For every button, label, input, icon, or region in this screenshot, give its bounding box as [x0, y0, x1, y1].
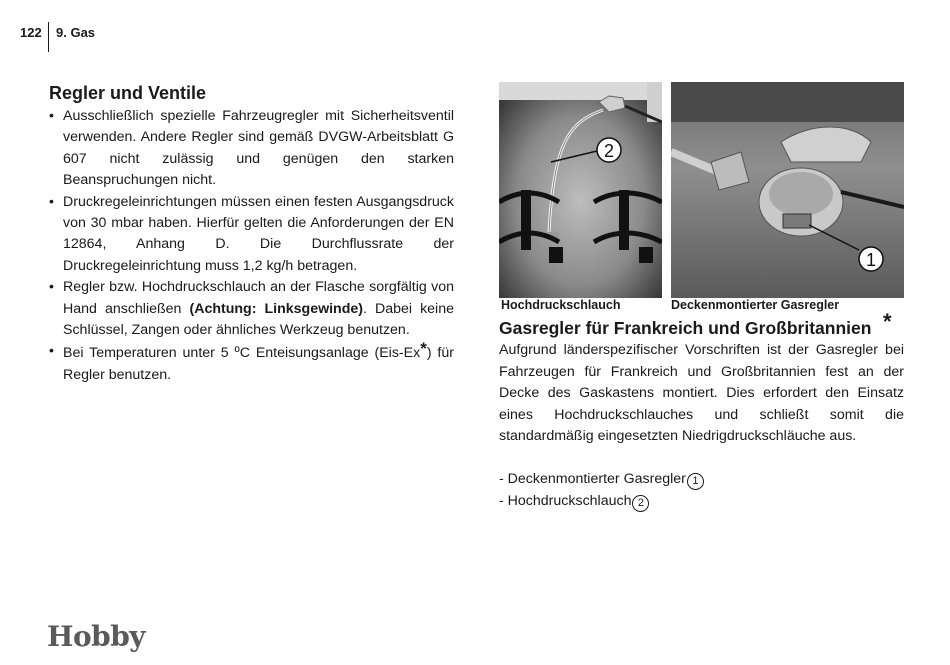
photo-deckenmontierter-gasregler	[671, 82, 904, 298]
hose-photo-illustration	[499, 82, 662, 298]
photo-hochdruckschlauch	[499, 82, 662, 298]
asterisk-mark: *	[883, 309, 892, 334]
marker-1-label: 1	[865, 250, 877, 270]
bullet-item	[49, 106, 454, 192]
section-title-regler: Regler und Ventile	[49, 83, 207, 103]
component-item	[499, 490, 704, 512]
bullet-text: . Dabei keine Schlüssel, Zangen oder ähnliches Werkzeug benutzen.	[63, 300, 454, 339]
component-item	[499, 468, 704, 490]
section-title-text: Gasregler für Frankreich und Großbritannien	[499, 318, 872, 338]
section-title-gasregler	[499, 309, 892, 339]
hobby-logo: Hobby	[47, 620, 146, 653]
caption-deckenmontierter-gasregler: Deckenmontierter Gasregler	[671, 298, 840, 312]
bullet-dot: •	[49, 193, 54, 210]
marker-2-label: 2	[603, 141, 615, 161]
bullet-text: Ausschließlich spezielle Fahrzeugregler mit Sicherheitsventil verwenden. Andere Regler sind gemäß DVGW-Arbeitsblatt G 607 nicht zulässig und genügen den starken Beanspruchungen nicht.	[63, 108, 454, 189]
component-list	[499, 468, 704, 512]
bullet-dot: •	[49, 279, 54, 296]
header-divider	[48, 22, 49, 52]
bullet-item	[49, 192, 454, 278]
gasregler-paragraph: Aufgrund länderspezifischer Vorschriften ist der Gasregler bei Fahrzeugen für Frankreich und Großbritannien fest an der Decke des Gaskastens montiert. Dies erfordert den Einsatz eines Hochdruckschlauches und schließt somit die standardmäßig eingesetzten Niedrigdruckschläuche aus.	[499, 342, 904, 444]
bullet-item	[49, 341, 454, 386]
regulator-photo-illustration	[671, 82, 904, 298]
marker-2-badge: 2	[632, 495, 649, 512]
bullet-text: Bei Temperaturen unter 5 ºC Enteisungsanlage (Eis-Ex	[63, 345, 421, 362]
bullet-item	[49, 277, 454, 341]
bullet-warning: (Achtung: Linksgewinde)	[189, 300, 364, 317]
component-label: - Deckenmontierter Gasregler	[499, 471, 686, 487]
caption-hochdruckschlauch: Hochdruckschlauch	[501, 298, 621, 312]
regler-bullet-list	[49, 106, 454, 386]
bullet-dot: •	[49, 108, 54, 124]
bullet-text: Regler bzw. Hochdruckschlauch an der Flasche sorgfältig von Hand anschließen	[63, 279, 454, 317]
asterisk-mark: *	[420, 339, 427, 359]
bullet-text: ) für Regler benutzen.	[63, 345, 454, 383]
component-label: - Hochdruckschlauch	[499, 493, 632, 509]
marker-1-badge: 1	[687, 473, 704, 490]
chapter-title: 9. Gas	[56, 25, 96, 40]
bullet-dot: •	[49, 343, 54, 360]
page-number: 122	[20, 25, 42, 40]
bullet-text: Druckregeleinrichtungen müssen einen festen Ausgangsdruck von 30 mbar haben. Hierfür gelten die Anforderungen der EN 12864, Anhang D. Die Durchflussrate der Druckregeleinrichtung muss 1,2 kg/h betragen.	[63, 193, 454, 274]
